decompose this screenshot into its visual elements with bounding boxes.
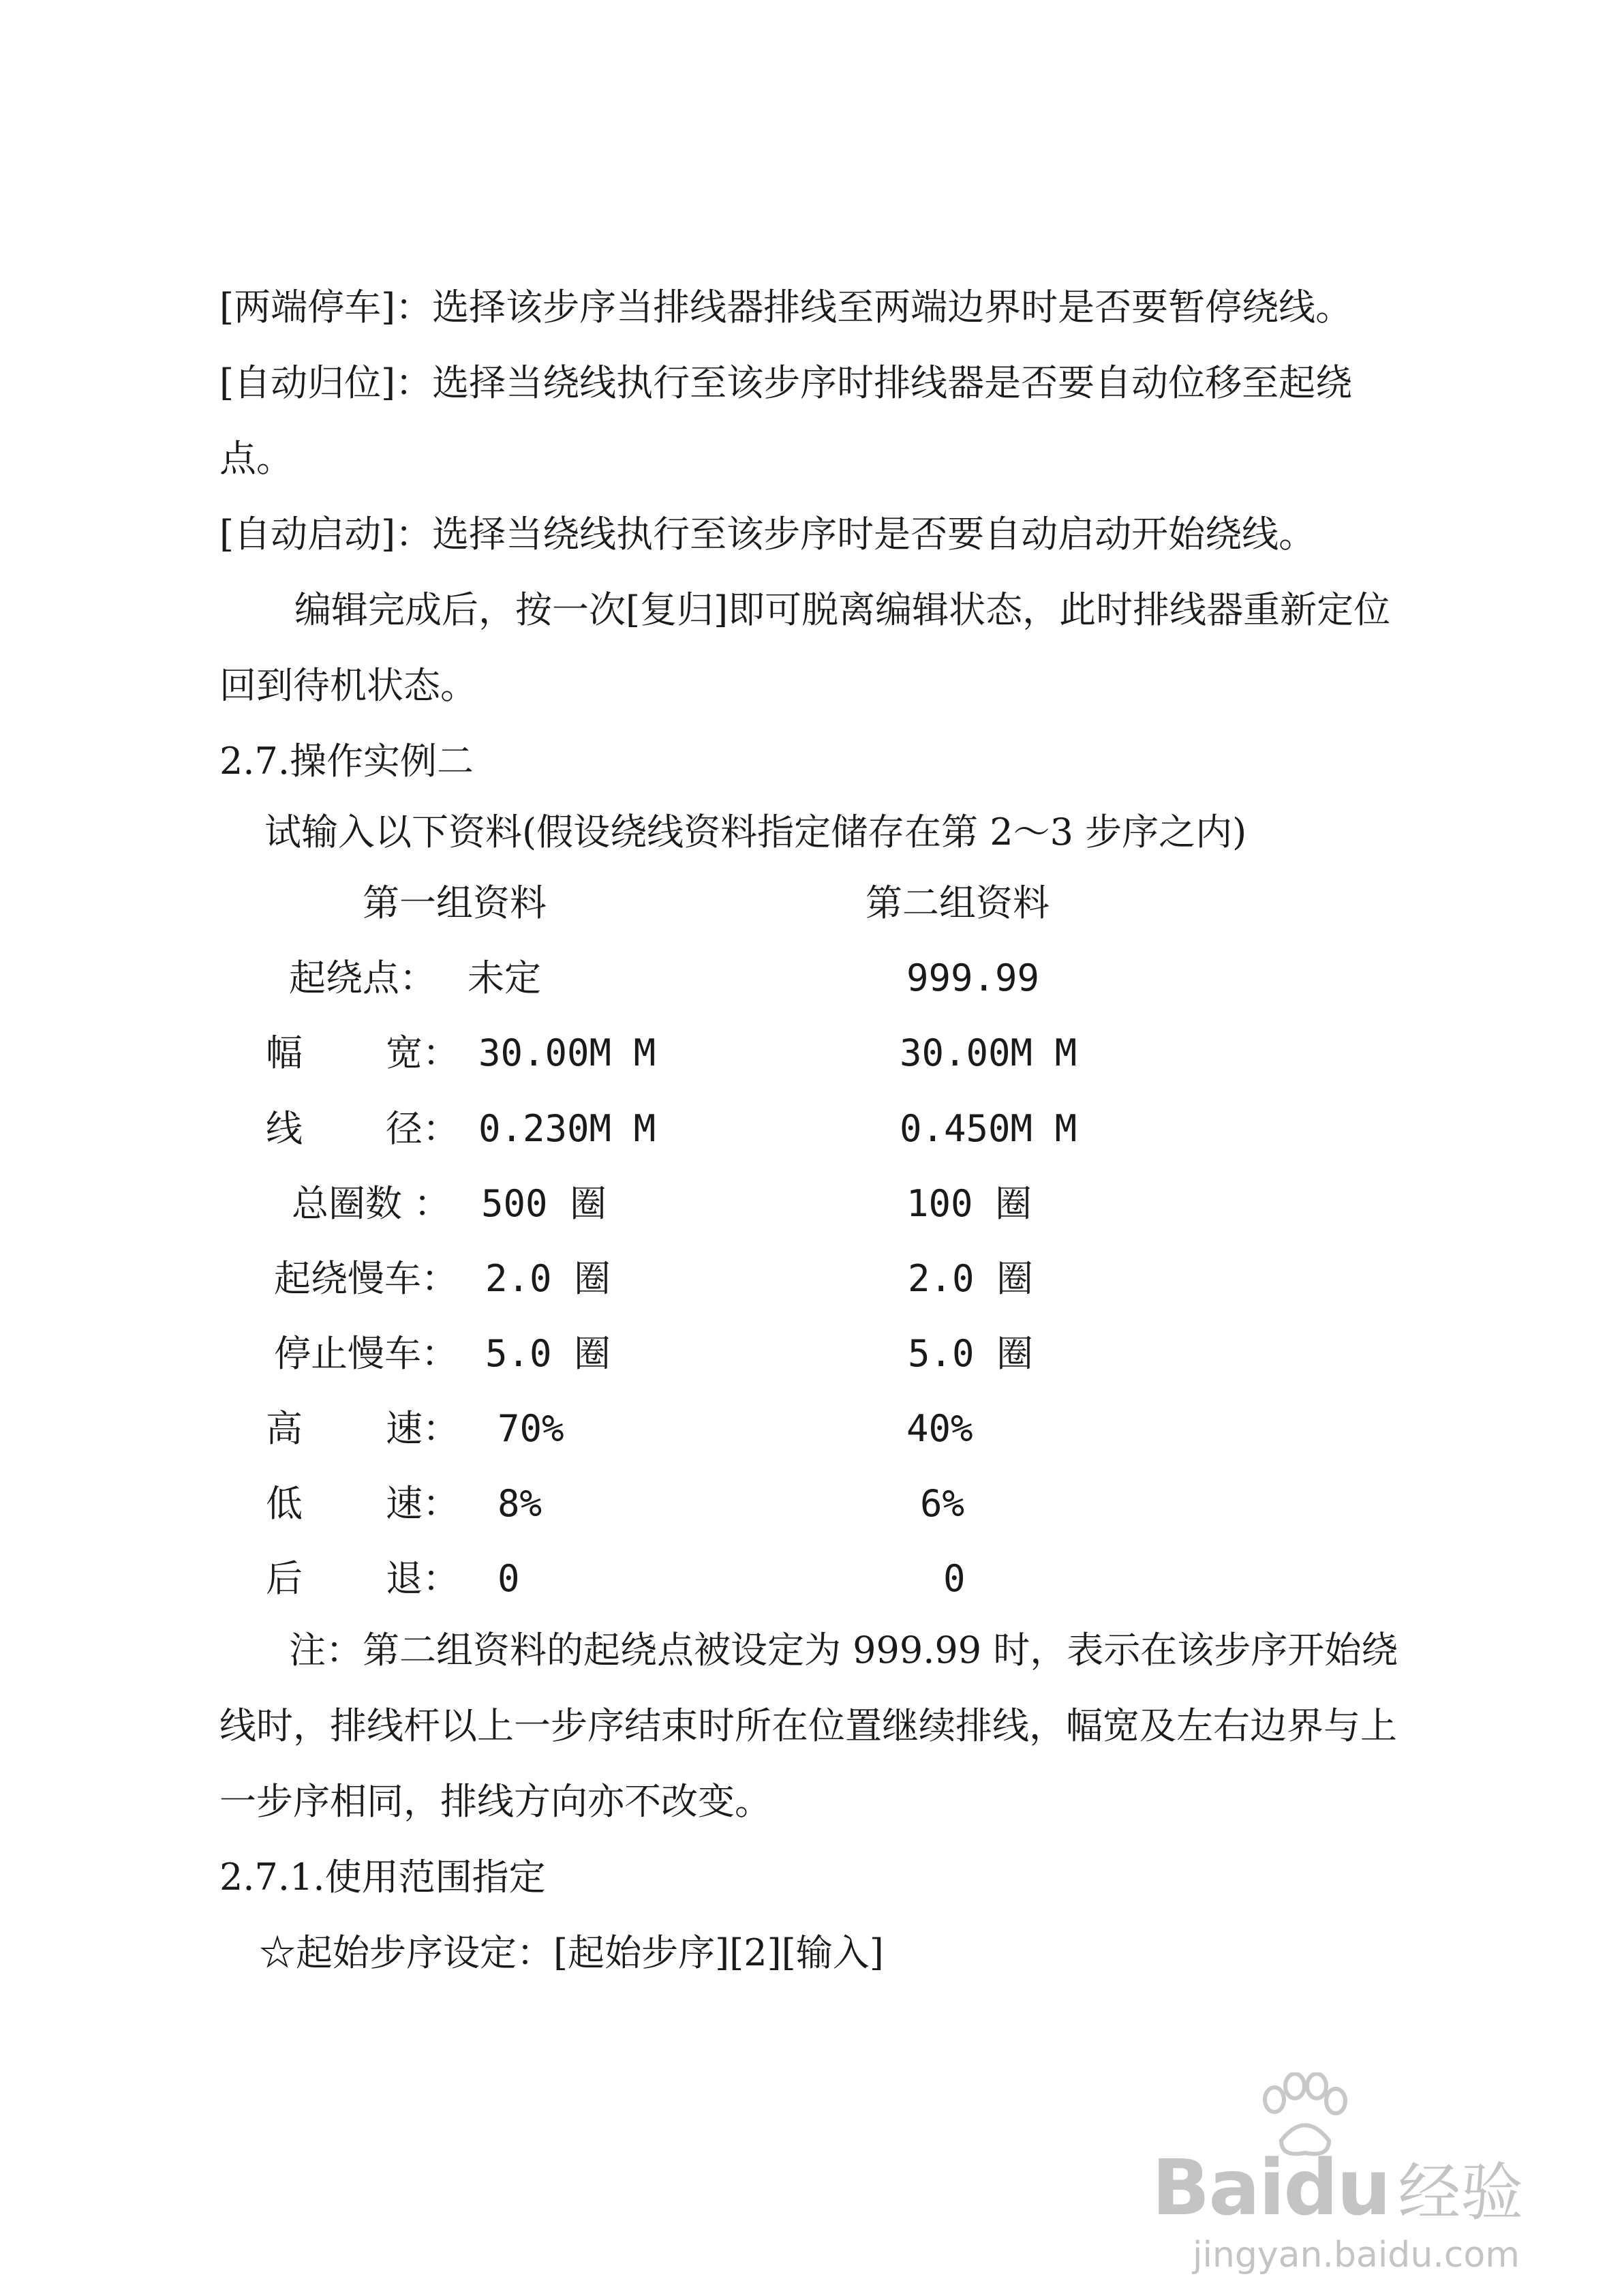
row-reverse-label-b: 退： bbox=[386, 1557, 459, 1600]
para-input-instruction: 试输入以下资料(假设绕线资料指定储存在第 2～3 步序之内) bbox=[264, 811, 1247, 854]
row-reverse-v1: 0 bbox=[498, 1557, 520, 1600]
note-line1: 注：第二组资料的起绕点被设定为 999.99 时，表示在该步序开始绕 bbox=[289, 1629, 1398, 1672]
watermark-url: jingyan.baidu.com bbox=[1193, 2235, 1520, 2276]
row-start-slow-label: 起绕慢车： bbox=[274, 1257, 458, 1300]
row-high-speed-label bbox=[266, 1405, 459, 1453]
row-total-turns-v2: 100 圈 bbox=[906, 1182, 1032, 1225]
row-high-speed-label-b: 速： bbox=[386, 1407, 459, 1450]
row-wire-diameter-label-b: 径： bbox=[386, 1107, 459, 1150]
section-heading-2-7-1: 2.7.1.使用范围指定 bbox=[219, 1856, 546, 1899]
row-wire-diameter-label bbox=[266, 1105, 459, 1153]
note-line2: 线时，排线杆以上一步序结束时所在位置继续排线，幅宽及左右边界与上 bbox=[219, 1704, 1397, 1747]
row-low-speed-label bbox=[266, 1480, 459, 1528]
row-wire-diameter-v1: 0.230M M bbox=[478, 1107, 656, 1150]
section-heading-2-7: 2.7.操作实例二 bbox=[219, 740, 474, 783]
row-low-speed-label-b: 速： bbox=[386, 1482, 459, 1525]
para-two-end-stop: [两端停车]：选择该步序当排线器排线至两端边界时是否要暂停绕线。 bbox=[219, 286, 1353, 329]
para-edit-done-line2: 回到待机状态。 bbox=[219, 664, 477, 707]
row-reverse-label bbox=[266, 1555, 459, 1603]
watermark-suffix: 经验 bbox=[1398, 2156, 1524, 2229]
row-start-point-v2: 999.99 bbox=[906, 956, 1040, 999]
group1-header: 第一组资料 bbox=[363, 881, 547, 924]
row-width-label bbox=[266, 1029, 459, 1077]
row-total-turns-label: 总圈数 ： bbox=[292, 1182, 451, 1225]
row-width-v2: 30.00M M bbox=[900, 1031, 1077, 1074]
row-start-slow-v2: 2.0 圈 bbox=[908, 1257, 1034, 1300]
para-edit-done-line1: 编辑完成后，按一次[复归]即可脱离编辑状态，此时排线器重新定位 bbox=[294, 588, 1391, 631]
row-start-slow-v1: 2.0 圈 bbox=[485, 1257, 611, 1300]
row-stop-slow-v1: 5.0 圈 bbox=[485, 1332, 611, 1375]
start-step-setting: ☆起始步序设定：[起始步序][2][输入] bbox=[259, 1931, 884, 1974]
row-width-label-a: 幅 bbox=[266, 1031, 303, 1074]
para-auto-return-line1: [自动归位]：选择当绕线执行至该步序时排线器是否要自动位移至起绕 bbox=[219, 361, 1353, 404]
row-reverse-label-a: 后 bbox=[266, 1557, 303, 1600]
row-high-speed-v2: 40% bbox=[906, 1407, 973, 1450]
row-width-v1: 30.00M M bbox=[478, 1031, 656, 1074]
row-low-speed-label-a: 低 bbox=[266, 1482, 303, 1525]
row-start-point-v1: 未定 bbox=[468, 956, 541, 999]
row-wire-diameter-v2: 0.450M M bbox=[900, 1107, 1077, 1150]
row-stop-slow-label: 停止慢车： bbox=[274, 1332, 458, 1375]
row-wire-diameter-label-a: 线 bbox=[266, 1107, 303, 1150]
watermark-brand: Baidu bbox=[1152, 2144, 1390, 2233]
baidu-watermark bbox=[1152, 2072, 1561, 2277]
row-low-speed-v1: 8% bbox=[498, 1482, 542, 1525]
row-reverse-v2: 0 bbox=[943, 1557, 966, 1600]
row-high-speed-label-a: 高 bbox=[266, 1407, 303, 1450]
row-stop-slow-v2: 5.0 圈 bbox=[908, 1332, 1034, 1375]
para-auto-return-line2: 点。 bbox=[219, 437, 293, 480]
row-width-label-b: 宽： bbox=[386, 1031, 459, 1074]
row-low-speed-v2: 6% bbox=[920, 1482, 965, 1525]
group2-header: 第二组资料 bbox=[866, 881, 1050, 924]
row-total-turns-v1: 500 圈 bbox=[481, 1182, 607, 1225]
note-line3: 一步序相同，排线方向亦不改变。 bbox=[219, 1780, 771, 1823]
row-high-speed-v1: 70% bbox=[498, 1407, 564, 1450]
para-auto-start: [自动启动]：选择当绕线执行至该步序时是否要自动启动开始绕线。 bbox=[219, 513, 1316, 556]
row-start-point-label: 起绕点： bbox=[289, 956, 436, 999]
